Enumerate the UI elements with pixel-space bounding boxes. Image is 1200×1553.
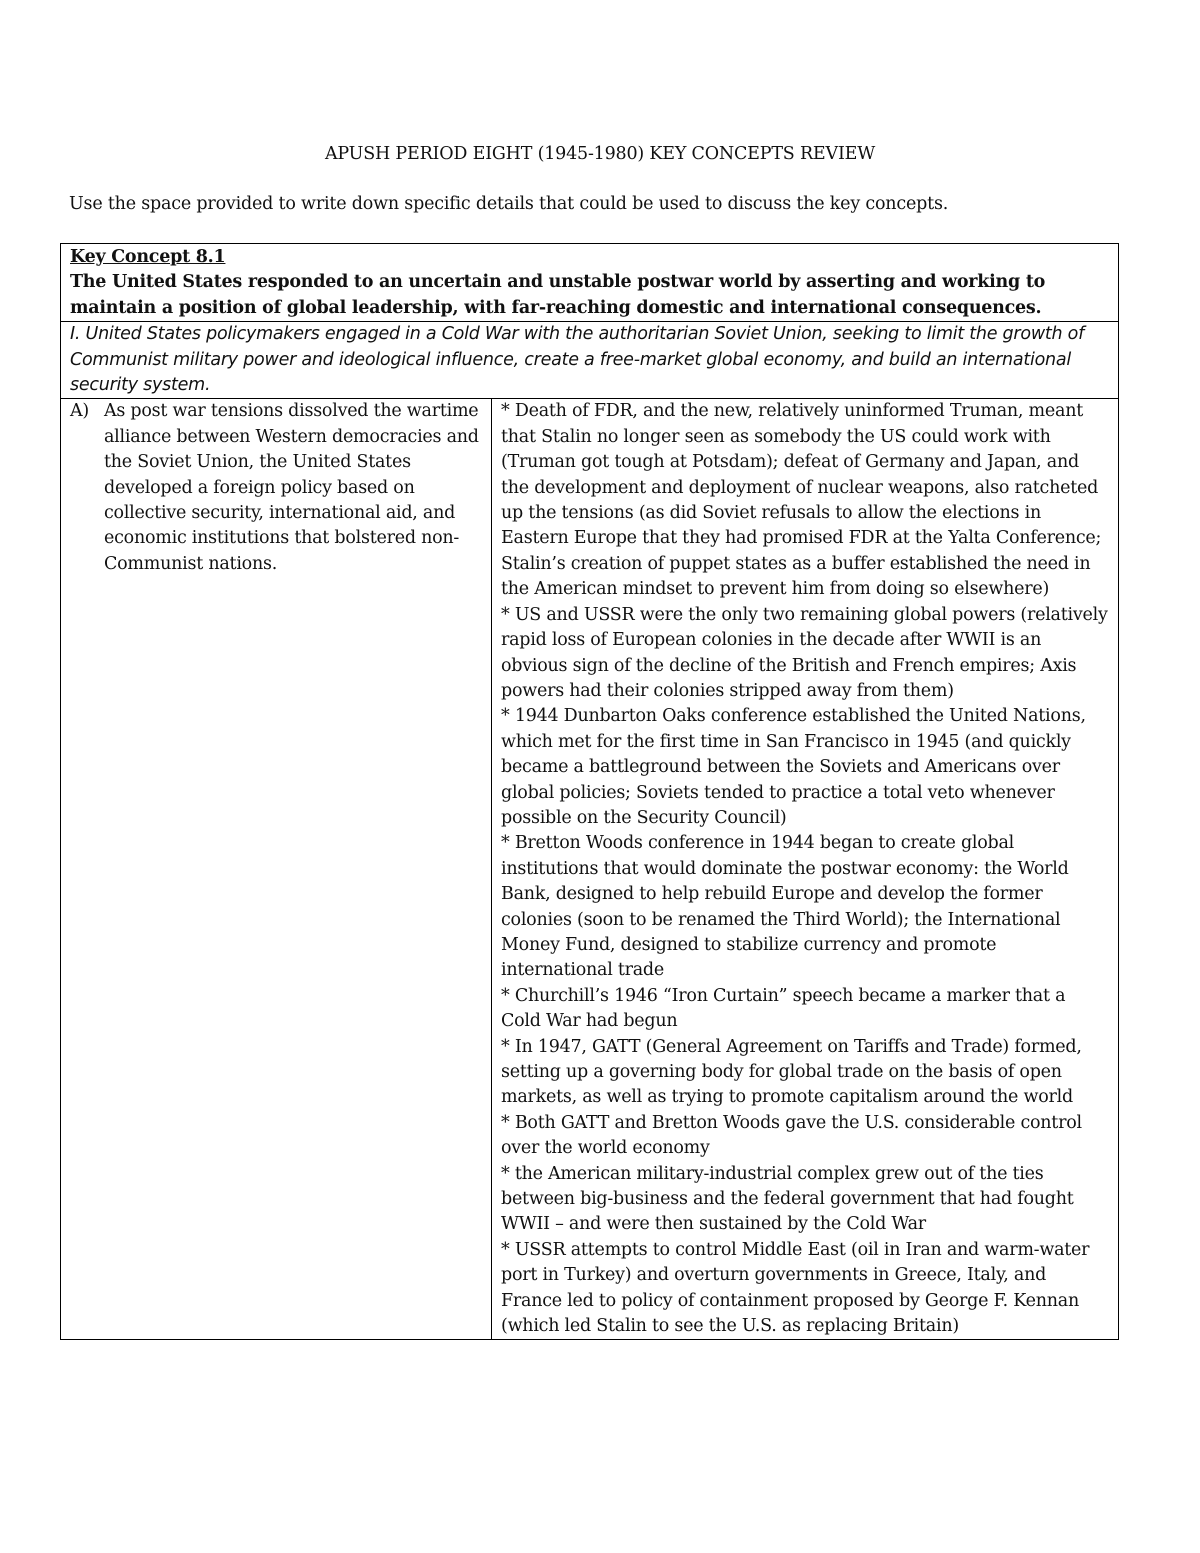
key-concept-label: Key Concept 8.1 xyxy=(70,247,226,267)
detail-entry: * US and USSR were the only two remaining global powers (relatively rapid loss of European colonies in the decade after WWII is an obvious sign of the decline of the British and French empires; Axis powers had their colonies stripped away from them) xyxy=(501,604,1108,701)
detail-entry: * Bretton Woods conference in 1944 began to create global institutions that would dominate the postwar economy: the World Bank, designed to help rebuild Europe and develop the former colonies (soon to be renamed the Third World); the International Money Fund, designed to stabilize currency and promote international trade xyxy=(501,833,1069,981)
detail-entry: * Death of FDR, and the new, relatively uninformed Truman, meant that Stalin no longer seen as somebody the US could work with (Truman got tough at Potsdam); defeat of Germany and Japan, and the development and deployment of nuclear weapons, also ratcheted up the tensions (as did Soviet refusals to allow the elections in Eastern Europe that they had promised FDR at the Yalta Conference; Stalin’s creation of puppet states as a buffer established the need in the American mindset to prevent him from doing so elsewhere) xyxy=(501,401,1102,600)
sub-concept-text: I. United States policymakers engaged in a Cold War with the authoritarian Soviet Union, seeking to limit the growth of Communist military power and ideological influence, create a free-market global economy, and build an international security system. xyxy=(61,322,1119,399)
document-title: APUSH PERIOD EIGHT (1945-1980) KEY CONCEPTS REVIEW xyxy=(324,144,876,164)
detail-entry: * 1944 Dunbarton Oaks conference established the United Nations, which met for the first time in San Francisco in 1945 (and quickly became a battleground between the Soviets and Americans over global policies; Soviets tended to practice a total veto whenever possible on the Security Council) xyxy=(501,706,1086,828)
detail-entry: * Both GATT and Bretton Woods gave the U.S. considerable control over the world economy xyxy=(501,1112,1082,1159)
item-row xyxy=(61,399,1119,1340)
detail-entry: * USSR attempts to control Middle East (oil in Iran and warm-water port in Turkey) and overturn governments in Greece, Italy, and France led to policy of containment proposed by George F. Kennan (which led Stalin to see the U.S. as replacing Britain) xyxy=(501,1239,1090,1337)
item-cell xyxy=(61,399,492,1340)
item-letter: A) xyxy=(70,401,89,422)
instructions-text: Use the space provided to write down specific details that could be used to discuss the key concepts. xyxy=(69,194,949,214)
detail-entry: * Churchill’s 1946 “Iron Curtain” speech became a marker that a Cold War had begun xyxy=(501,985,1066,1032)
key-concept-header-cell xyxy=(61,244,1119,322)
key-concept-table xyxy=(60,243,1119,1340)
detail-entry: * the American military-industrial complex grew out of the ties between big-business and the federal government that had fought WWII – and were then sustained by the Cold War xyxy=(501,1163,1074,1235)
detail-entry: * In 1947, GATT (General Agreement on Tariffs and Trade) formed, setting up a governing body for global trade on the basis of open markets, as well as trying to promote capitalism around the world xyxy=(501,1036,1082,1108)
key-concept-statement: The United States responded to an uncertain and unstable postwar world by asserting and working to maintain a position of global leadership, with far-reaching domestic and international consequences. xyxy=(70,272,1046,318)
details-cell xyxy=(492,399,1119,1340)
sub-concept-row xyxy=(61,322,1119,399)
key-concept-header-row xyxy=(61,244,1119,322)
item-text: As post war tensions dissolved the wartime alliance between Western democracies and the Soviet Union, the United States developed a foreign policy based on collective security, international aid, and economic institutions that bolstered non-Communist nations. xyxy=(104,401,479,574)
